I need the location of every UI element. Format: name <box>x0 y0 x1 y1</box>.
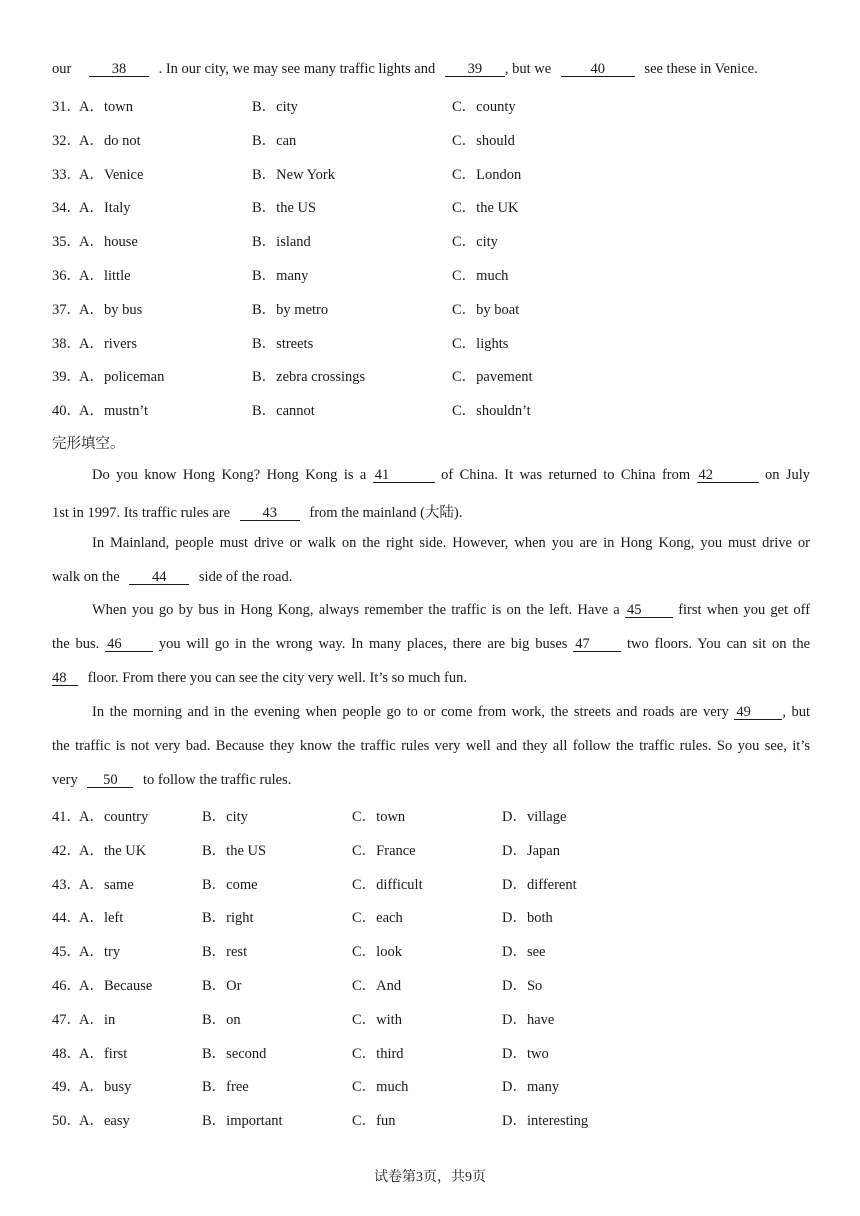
question-number: 41． <box>52 809 81 825</box>
question-number: 40． <box>52 403 81 420</box>
option-c: C．the UK <box>452 200 519 217</box>
blank-45: 45 <box>625 603 673 618</box>
option-c: C．third <box>352 1045 404 1062</box>
passage-text: of China. It was returned to China from <box>441 467 691 483</box>
blank-49: 49 <box>734 705 782 720</box>
question-number: 44． <box>52 910 81 927</box>
question-row <box>52 365 812 385</box>
option-a: A．Italy <box>79 200 131 217</box>
question-number: 37． <box>52 301 81 318</box>
option-c: C．London <box>452 166 522 183</box>
option-b: B．zebra crossings <box>252 369 366 386</box>
option-c: C．town <box>352 809 406 825</box>
option-b: B．right <box>202 910 254 927</box>
passage-text: our <box>52 61 72 77</box>
option-a: A．busy <box>79 1079 132 1096</box>
passage-line <box>52 636 810 653</box>
blank-50: 50 <box>87 773 133 788</box>
question-row <box>52 839 812 859</box>
option-b: B．Or <box>202 978 242 994</box>
option-b: B．on <box>202 1011 241 1028</box>
question-row <box>52 196 812 216</box>
question-number: 45． <box>52 944 81 961</box>
question-number: 32． <box>52 132 81 149</box>
option-d: D．have <box>502 1011 555 1028</box>
passage-line <box>52 61 758 78</box>
question-row <box>52 129 812 149</box>
blank-41: 41 <box>373 468 435 483</box>
question-number: 39． <box>52 369 81 386</box>
passage-line <box>92 467 810 484</box>
option-d: D．interesting <box>502 1113 589 1130</box>
passage-text: When you go by bus in Hong Kong, always remember the traffic is on the left. Have a <box>92 602 620 618</box>
blank-46: 46 <box>105 637 153 652</box>
option-a: A．rivers <box>79 335 137 352</box>
passage-line <box>92 602 810 619</box>
blank-43: 43 <box>240 506 300 521</box>
option-b: B．New York <box>252 166 335 183</box>
blank-48: 48 <box>52 671 78 686</box>
passage-line <box>52 772 291 789</box>
question-number: 35． <box>52 234 81 251</box>
question-number: 31． <box>52 99 81 115</box>
passage-line: the traffic is not very bad. Because they know the traffic rules very well and they all follow the traffic rules. So you see, it’s <box>52 738 810 754</box>
passage-text: the bus. <box>52 636 100 652</box>
option-b: B．come <box>202 876 258 893</box>
passage-text: , but we <box>504 61 552 77</box>
question-number: 42． <box>52 842 81 859</box>
option-b: B．city <box>202 809 248 825</box>
option-a: A．town <box>79 99 133 115</box>
option-c: C．France <box>352 842 416 859</box>
question-number: 36． <box>52 268 81 284</box>
option-d: D．Japan <box>502 842 560 859</box>
passage-text: , but <box>782 704 811 720</box>
option-a: A．house <box>79 234 138 251</box>
option-b: B．second <box>202 1045 267 1062</box>
question-number: 49． <box>52 1079 81 1096</box>
passage-text: two floors. You can sit on the <box>627 636 811 652</box>
passage-line <box>92 704 810 721</box>
passage-text: on July <box>764 467 811 483</box>
option-d: D．So <box>502 978 543 994</box>
passage-text: very <box>52 772 78 788</box>
option-b: B．streets <box>252 335 314 352</box>
option-d: D．two <box>502 1045 549 1062</box>
option-c: C．look <box>352 944 402 961</box>
question-row <box>52 873 812 893</box>
option-c: C．should <box>452 132 515 149</box>
option-c: C．much <box>352 1079 409 1096</box>
option-a: A．left <box>79 910 124 927</box>
passage-text: . In our city, we may see many traffic lights and <box>158 61 436 77</box>
blank-47: 47 <box>573 637 621 652</box>
question-row <box>52 940 812 960</box>
question-number: 38． <box>52 335 81 352</box>
question-number: 48． <box>52 1045 81 1062</box>
option-c: C．pavement <box>452 369 533 386</box>
passage-text: In the morning and in the evening when people go to or come from work, the streets and roads are very <box>92 704 729 720</box>
question-row <box>52 906 812 926</box>
question-row <box>52 1042 812 1062</box>
option-b: B．rest <box>202 944 248 961</box>
passage-line: In Mainland, people must drive or walk on the right side. However, when you are in Hong Kong, you must drive or <box>92 535 810 551</box>
option-b: B．island <box>252 234 311 251</box>
passage-text: floor. From there you can see the city very well. It’s so much fun. <box>87 670 467 686</box>
question-row <box>52 163 812 183</box>
option-c: C．much <box>452 268 509 284</box>
blank-42: 42 <box>697 468 759 483</box>
question-row <box>52 1075 812 1095</box>
question-number: 50． <box>52 1113 81 1130</box>
question-row <box>52 1008 812 1028</box>
passage-text: Do you know Hong Kong? Hong Kong is a <box>92 467 367 483</box>
option-c: C．by boat <box>452 301 520 318</box>
option-b: B．city <box>252 99 298 115</box>
blank-40: 40 <box>561 62 635 77</box>
passage-text: 1st in 1997. Its traffic rules are <box>52 505 231 521</box>
option-a: A．Venice <box>79 166 144 183</box>
question-row <box>52 230 812 250</box>
question-number: 43． <box>52 876 81 893</box>
option-a: A．try <box>79 944 121 961</box>
question-number: 33． <box>52 166 81 183</box>
question-number: 34． <box>52 200 81 217</box>
option-c: C．each <box>352 910 403 927</box>
option-a: A．mustn’t <box>79 403 149 420</box>
option-a: A．policeman <box>79 369 165 386</box>
option-c: C．shouldn’t <box>452 403 531 420</box>
option-b: B．by metro <box>252 301 329 318</box>
option-a: A．country <box>79 809 149 825</box>
option-c: C．fun <box>352 1113 396 1130</box>
blank-39: 39 <box>445 62 505 77</box>
option-a: A．first <box>79 1045 128 1062</box>
passage-line <box>52 501 462 522</box>
option-a: A．same <box>79 876 134 893</box>
option-d: D．see <box>502 944 546 961</box>
option-d: D．many <box>502 1079 560 1096</box>
option-d: D．village <box>502 809 567 825</box>
section-title: 完形填空。 <box>52 436 125 452</box>
passage-line <box>52 569 292 586</box>
option-c: C．with <box>352 1011 402 1028</box>
question-row <box>52 399 812 419</box>
page-footer: 试卷第3页，共9页 <box>374 1170 486 1185</box>
blank-44: 44 <box>129 570 189 585</box>
option-d: D．different <box>502 876 577 893</box>
option-a: A．easy <box>79 1113 130 1130</box>
blank-38: 38 <box>89 62 149 77</box>
passage-line <box>52 670 467 687</box>
question-row <box>52 1109 812 1129</box>
passage-text: walk on the <box>52 569 120 585</box>
option-a: A．by bus <box>79 301 143 318</box>
question-number: 47． <box>52 1011 81 1028</box>
option-b: B．can <box>252 132 297 149</box>
question-row <box>52 805 812 825</box>
option-a: A．the UK <box>79 842 147 859</box>
question-row <box>52 974 812 994</box>
option-a: A．little <box>79 268 131 284</box>
option-a: A．Because <box>79 978 153 994</box>
question-row <box>52 264 812 284</box>
passage-text: to follow the traffic rules. <box>143 772 292 788</box>
option-c: C．lights <box>452 335 509 352</box>
question-row <box>52 95 812 115</box>
question-row <box>52 298 812 318</box>
passage-text: from the mainland (大陆). <box>309 505 463 521</box>
question-number: 46． <box>52 978 81 994</box>
question-row <box>52 332 812 352</box>
option-b: B．important <box>202 1113 283 1130</box>
option-b: B．many <box>252 268 309 284</box>
option-a: A．in <box>79 1011 116 1028</box>
option-d: D．both <box>502 910 553 927</box>
passage-text: first when you get off <box>678 602 811 618</box>
passage-text: side of the road. <box>198 569 293 585</box>
option-c: C．difficult <box>352 876 423 893</box>
option-b: B．free <box>202 1079 249 1096</box>
option-c: C．And <box>352 978 402 994</box>
option-a: A．do not <box>79 132 141 149</box>
passage-text: see these in Venice. <box>644 61 758 77</box>
option-b: B．the US <box>252 200 317 217</box>
passage-text: you will go in the wrong way. In many places, there are big buses <box>158 636 568 652</box>
option-b: B．cannot <box>252 403 315 420</box>
option-c: C．county <box>452 99 516 115</box>
option-c: C．city <box>452 234 498 251</box>
option-b: B．the US <box>202 842 267 859</box>
